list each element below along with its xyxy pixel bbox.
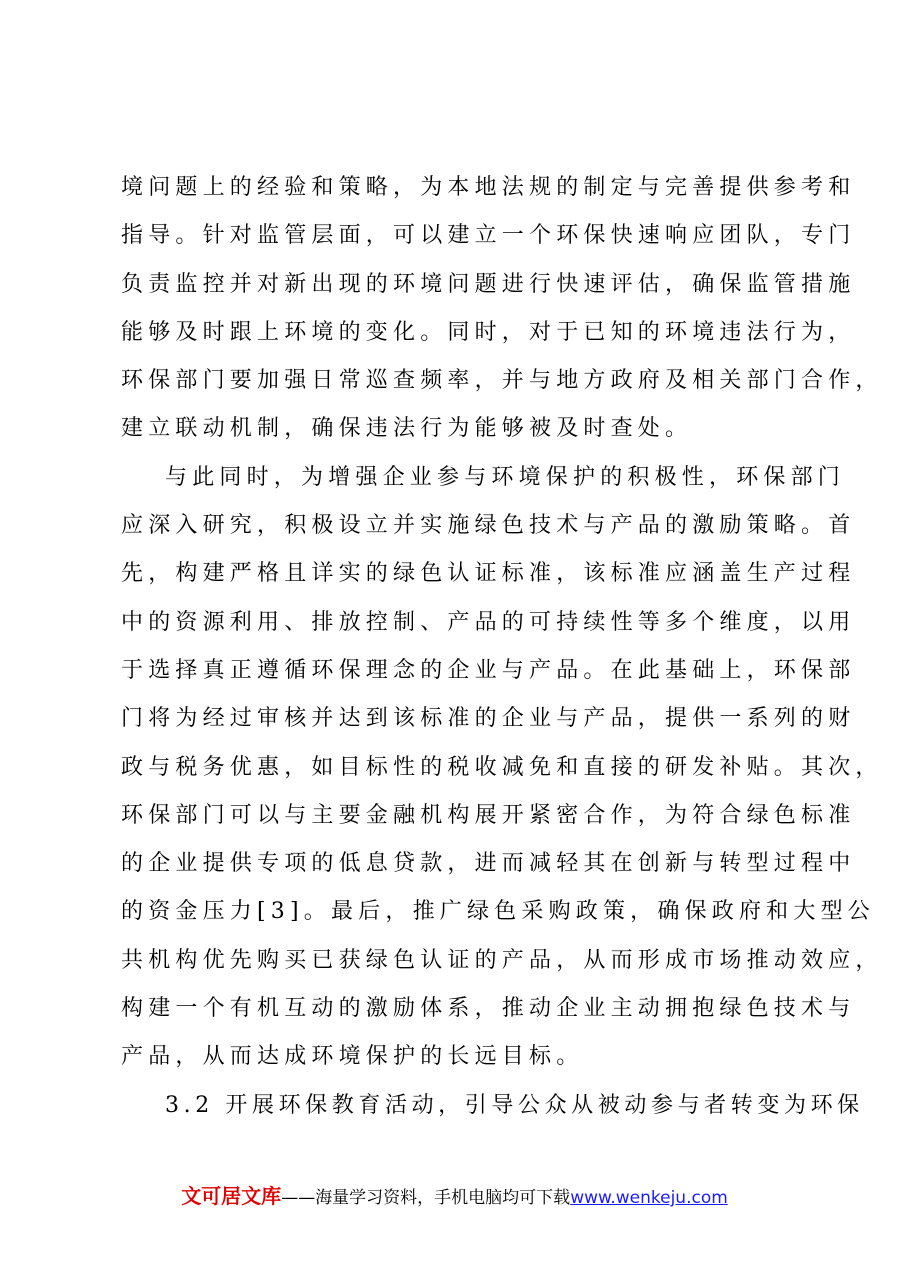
footer-brand: 文可居文库 bbox=[181, 1184, 282, 1208]
footer-banner bbox=[0, 1183, 909, 1211]
text-line: 应深入研究，积极设立并实施绿色技术与产品的激励策略。首 bbox=[121, 513, 856, 539]
text-line: 环保部门要加强日常巡查频率，并与地方政府及相关部门合作， bbox=[121, 368, 883, 394]
text-line: 建立联动机制，确保违法行为能够被及时查处。 bbox=[121, 416, 693, 442]
footer-url-link[interactable]: www.wenkeju.com bbox=[570, 1188, 728, 1208]
text-line: 的企业提供专项的低息贷款，进而减轻其在创新与转型过程中 bbox=[121, 851, 856, 877]
text-line: 共机构优先购买已获绿色认证的产品，从而形成市场推动效应， bbox=[121, 947, 883, 973]
text-line: 先，构建严格且详实的绿色认证标准，该标准应涵盖生产过程 bbox=[121, 561, 856, 587]
text-line: 中的资源利用、排放控制、产品的可持续性等多个维度，以用 bbox=[121, 609, 856, 635]
text-line: 政与税务优惠，如目标性的税收减免和直接的研发补贴。其次， bbox=[121, 754, 883, 780]
text-line: 的资金压力[3]。最后，推广绿色采购政策，确保政府和大型公 bbox=[121, 899, 875, 925]
text-line: 境问题上的经验和策略，为本地法规的制定与完善提供参考和 bbox=[121, 175, 856, 200]
paragraph-1 bbox=[121, 164, 883, 454]
footer-description: ——海量学习资料，手机电脑均可下载 bbox=[281, 1188, 571, 1208]
body-text bbox=[121, 164, 883, 1130]
text-line: 指导。针对监管层面，可以建立一个环保快速响应团队，专门 bbox=[121, 223, 856, 249]
section-heading bbox=[121, 1082, 864, 1130]
text-line: 与此同时，为增强企业参与环境保护的积极性，环保部门 bbox=[165, 464, 846, 490]
text-line: 环保部门可以与主要金融机构展开紧密合作，为符合绿色标准 bbox=[121, 802, 856, 828]
text-line: 负责监控并对新出现的环境问题进行快速评估，确保监管措施 bbox=[121, 271, 856, 297]
text-line: 构建一个有机互动的激励体系，推动企业主动拥抱绿色技术与 bbox=[121, 996, 856, 1022]
text-line: 产品，从而达成环境保护的长远目标。 bbox=[121, 1044, 584, 1070]
section-heading-text: 3.2 开展环保教育活动，引导公众从被动参与者转变为环保 bbox=[165, 1092, 864, 1118]
text-line: 能够及时跟上环境的变化。同时，对于已知的环境违法行为， bbox=[121, 319, 856, 345]
paragraph-2 bbox=[121, 454, 883, 1082]
text-line: 门将为经过审核并达到该标准的企业与产品，提供一系列的财 bbox=[121, 706, 856, 732]
text-line: 于选择真正遵循环保理念的企业与产品。在此基础上，环保部 bbox=[121, 657, 856, 683]
